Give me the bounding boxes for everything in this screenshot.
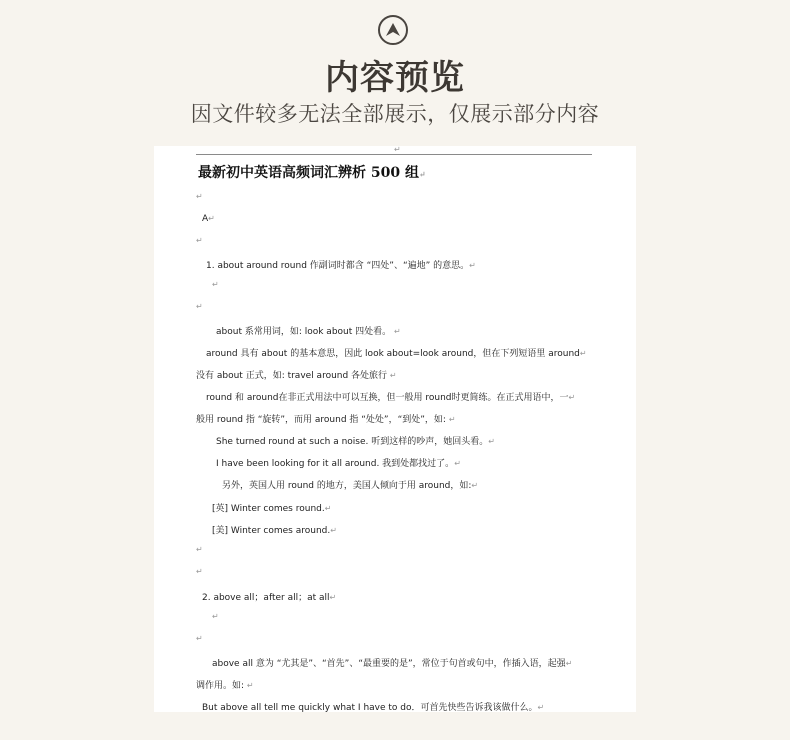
document-line-text: round 和 around在非正式用法中可以互换，但一般用 round时更简练。在正式用语中，一	[206, 393, 569, 403]
paragraph-mark: ↵	[537, 703, 545, 712]
document-line	[212, 501, 331, 514]
paragraph-mark: ↵	[394, 327, 401, 336]
document-line	[196, 412, 456, 425]
document-line	[196, 192, 203, 202]
paragraph-mark: ↵	[212, 280, 219, 289]
document-line	[196, 236, 203, 246]
paragraph-mark: ↵	[448, 415, 456, 424]
document-line	[202, 214, 215, 224]
paragraph-mark: ↵	[418, 169, 426, 179]
document-line-text: 2. above all；after all；at all	[202, 593, 330, 603]
paragraph-mark: ↵	[324, 504, 332, 513]
header	[0, 0, 790, 146]
document-line	[206, 390, 575, 403]
document-line-text: 1. about around round 作副词时都含 “四处”、“遍地” 的意思。	[206, 261, 470, 271]
document-line	[216, 456, 461, 469]
page-subtitle: 因文件较多无法全部展示，仅展示部分内容	[190, 102, 600, 126]
document-line-text: above all 意为 “尤其是”、“首先”、“最重要的是”，常位于句首或句中，作插入语，起强	[212, 659, 566, 669]
paragraph-mark: ↵	[488, 437, 495, 446]
document-line	[206, 258, 476, 271]
document-line	[212, 523, 337, 536]
document-title	[198, 162, 426, 182]
page-title: 内容预览	[325, 58, 465, 98]
document-line	[212, 280, 219, 290]
paragraph-mark: ↵	[454, 459, 461, 468]
paragraph-mark: ↵	[246, 681, 254, 690]
document-line-text: 另外，英国人用 round 的地方，美国人倾向于用 around，如:	[222, 481, 472, 491]
document-line	[202, 590, 336, 603]
paragraph-mark: ↵	[208, 214, 215, 223]
paragraph-mark: ↵	[568, 393, 576, 402]
document-line-text: 调作用。如:	[196, 681, 247, 691]
document-line-text: about 系常用词，如: look about 四处看。	[216, 327, 394, 337]
document-line-text: She turned round at such a noise. 听到这样的吵声，她回头看。	[216, 437, 489, 447]
paragraph-mark: ↵	[212, 612, 219, 621]
paragraph-mark: ↵	[329, 593, 337, 602]
document-line-text: 没有 about 正式，如: travel around 各处旅行	[196, 371, 390, 381]
document-line	[196, 567, 203, 577]
document-line	[202, 700, 544, 712]
paragraph-mark: ↵	[196, 192, 203, 201]
document-preview	[154, 146, 636, 712]
paragraph-mark: ↵	[196, 236, 203, 245]
document-line-text: I have been looking for it all around. 我到处都找过了。	[216, 459, 455, 469]
paragraph-mark: ↵	[196, 634, 203, 643]
document-line	[196, 634, 203, 644]
document-line-text: But above all tell me quickly what I have to do．可首先快些告诉我该做什么。	[202, 703, 538, 712]
document-line-text: [美] Winter comes around.	[212, 526, 331, 536]
document-line	[196, 545, 203, 555]
paragraph-mark: ↵	[196, 567, 203, 576]
paragraph-mark: ↵	[469, 261, 476, 270]
paragraph-mark: ↵	[579, 349, 587, 358]
document-line	[216, 324, 401, 337]
document-line-text: around 具有 about 的基本意思，因此 look about=look around，但在下列短语里 around	[206, 349, 580, 359]
document-line	[216, 434, 495, 447]
paragraph-mark: ↵	[471, 481, 479, 490]
document-line	[196, 302, 203, 312]
arrow-up-icon	[384, 21, 402, 39]
document-line	[222, 478, 478, 491]
paragraph-mark: ↵	[196, 302, 203, 311]
document-line-text: A	[202, 214, 209, 224]
paragraph-mark: ↵	[330, 526, 337, 535]
paragraph-mark: ↵	[196, 545, 203, 554]
paragraph-mark: ↵	[389, 371, 397, 380]
document-line-text: 般用 round 指 “旋转”，而用 around 指 “处处”，“到处”，如:	[196, 415, 449, 425]
logo-compass-icon	[378, 15, 408, 45]
document-line-text: [英] Winter comes round.	[212, 504, 325, 514]
paragraph-mark: ↵	[394, 146, 401, 154]
paragraph-mark: ↵	[565, 659, 573, 668]
document-title-text: 最新初中英语高频词汇辨析 500 组	[198, 165, 419, 181]
header-rule	[196, 154, 592, 155]
document-line	[196, 368, 397, 381]
document-line	[212, 612, 219, 622]
document-line	[212, 656, 572, 669]
document-line	[196, 678, 254, 691]
document-line	[206, 346, 587, 359]
